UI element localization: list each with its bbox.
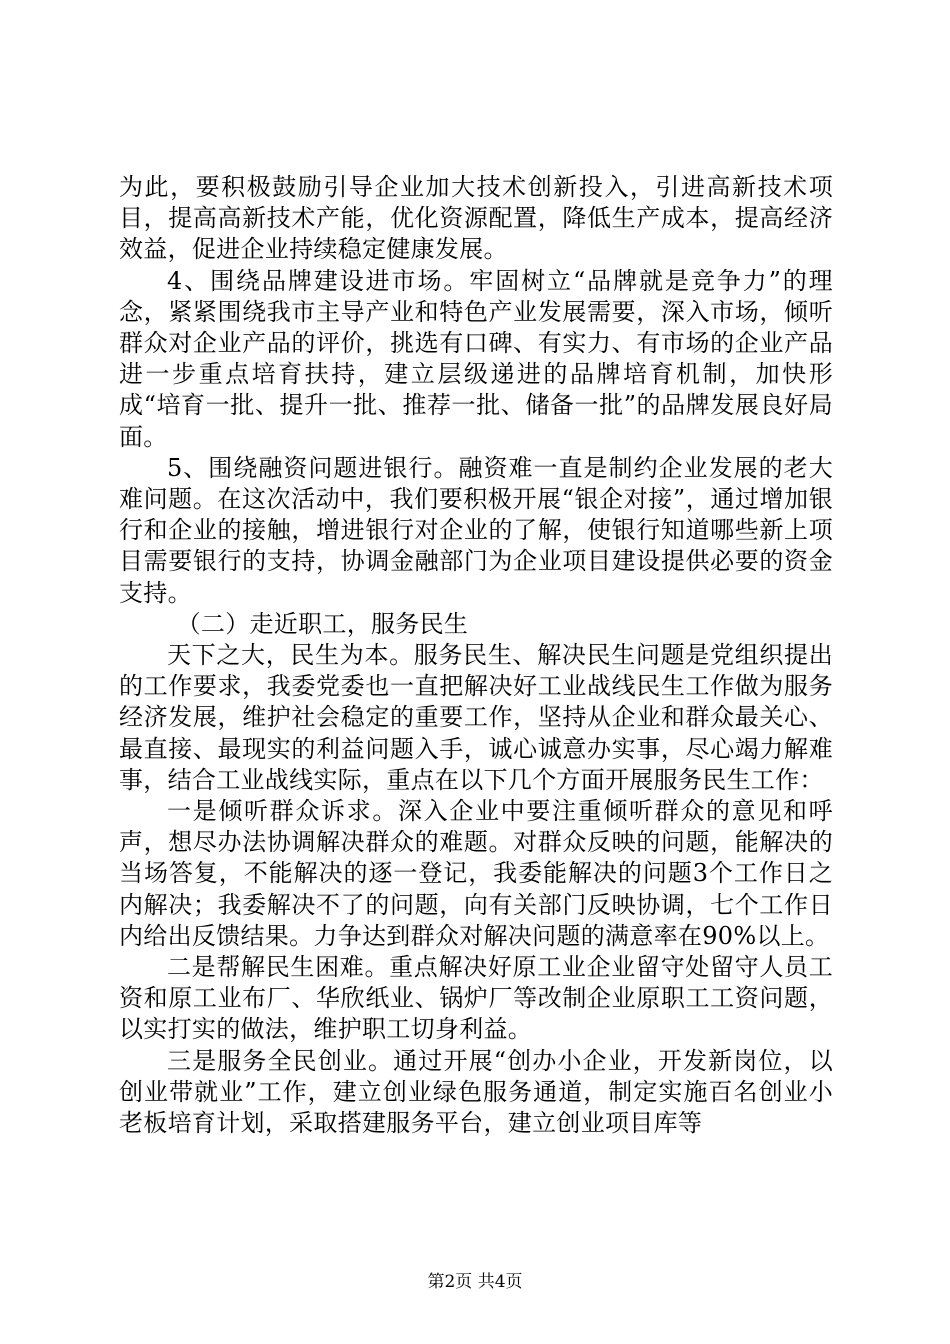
section-heading-livelihood: （二）走近职工，服务民生 [176,609,469,638]
paragraph-livelihood-intro: 天下之大，民生为本。服务民生、解决民生问题是党组织提出的工作要求，我委党委也一直把解决好工业战线民生工作做为服务经济发展，维护社会稳定的重要工作，坚持从企业和群众最关心、最直接、最现实的利益问题入手，诚心诚意办实事，尽心竭力解难事，结合工业战线实际，重点在以下几个方面开展服务民生工作： [119,641,833,794]
document-body [119,172,833,1139]
paragraph-brand-building: 4、围绕品牌建设进市场。牢固树立“品牌就是竞争力”的理念，紧紧围绕我市主导产业和特色产业发展需要，深入市场，倾听群众对企业产品的评价，挑选有口碑、有实力、有市场的企业产品进一步重点培育扶持，建立层级递进的品牌培育机制，加快形成“培育一批、提升一批、推荐一批、储备一批”的品牌发展良好局面。 [119,266,833,451]
paragraph-resolve-difficulties: 二是帮解民生困难。重点解决好原工业企业留守处留守人员工资和原工业布厂、华欣纸业、锅炉厂等改制企业原职工工资问题，以实打实的做法，维护职工切身利益。 [119,953,833,1044]
paragraph-financing: 5、围绕融资问题进银行。融资难一直是制约企业发展的老大难问题。在这次活动中，我们要积极开展“银企对接”，通过增加银行和企业的接触，增进银行对企业的了解，使银行知道哪些新上项目需要银行的支持，协调金融部门为企业项目建设提供必要的资金支持。 [119,453,833,607]
page-number-footer: 第2页 共4页 [427,1272,523,1292]
paragraph-continuation: 为此，要积极鼓励引导企业加大技术创新投入，引进高新技术项目，提高高新技术产能，优化资源配置，降低生产成本，提高经济效益，促进企业持续稳定健康发展。 [119,173,833,264]
paragraph-listen-appeals: 一是倾听群众诉求。深入企业中要注重倾听群众的意见和呼声，想尽办法协调解决群众的难题。对群众反映的问题，能解决的当场答复，不能解决的逐一登记，我委能解决的问题3个工作日之内解决；我委解决不了的问题，向有关部门反映协调，七个工作日内给出反馈结果。力争达到群众对解决问题的满意率在90%以上。 [119,797,833,950]
paragraph-entrepreneurship: 三是服务全民创业。通过开展“创办小企业，开发新岗位，以创业带就业”工作，建立创业绿色服务通道，制定实施百名创业小老板培育计划，采取搭建服务平台，建立创业项目库等 [119,1046,833,1138]
